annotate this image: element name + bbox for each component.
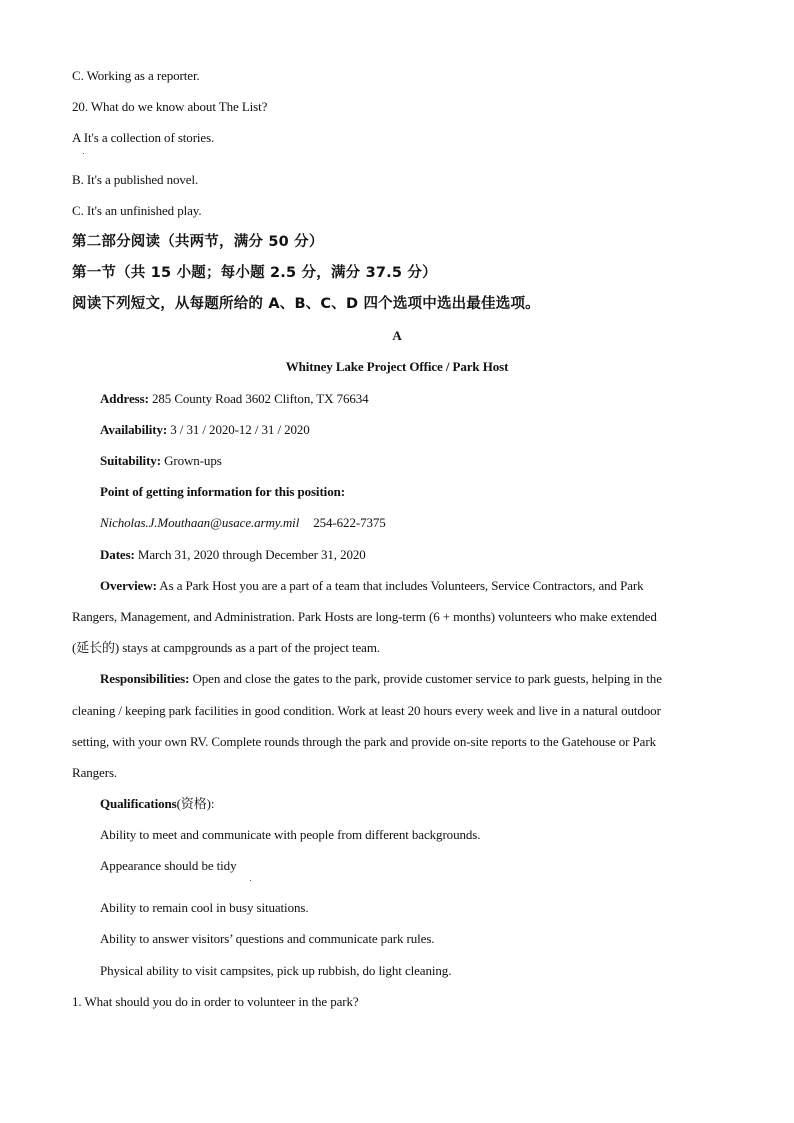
qualification-item: Physical ability to visit campsites, pick up rubbish, do light cleaning. (100, 963, 452, 978)
q19-option-c: C. Working as a reporter. (72, 68, 200, 83)
qualification-item: Ability to remain cool in busy situations. (100, 900, 309, 915)
responsibilities-label: Responsibilities: (100, 671, 190, 686)
overview-text-1: As a Park Host you are a part of a team that includes Volunteers, Service Contractors, and Park (156, 578, 644, 593)
overview-label: Overview: (100, 578, 157, 593)
qualifications-heading (100, 796, 214, 812)
contact-line (100, 515, 386, 531)
q20-option-c: C. It's an unfinished play. (72, 203, 202, 218)
instruction: 阅读下列短文，从每题所给的 A、B、C、D 四个选项中选出最佳选项。 (72, 296, 540, 312)
contact-email: Nicholas.J.Mouthaan@usace.army.mil (100, 515, 300, 530)
responsibilities-line-3: setting, with your own RV. Complete rounds through the park and provide on-site reports to the Gatehouse or Park (72, 734, 656, 749)
availability-line (100, 422, 310, 438)
availability-value: 3 / 31 / 2020-12 / 31 / 2020 (167, 422, 310, 437)
suitability-line (100, 453, 222, 469)
stray-dot (83, 153, 84, 154)
passage-letter: A (392, 328, 402, 343)
dates-value: March 31, 2020 through December 31, 2020 (134, 547, 366, 562)
overview-line-2: Rangers, Management, and Administration. Park Hosts are long-term (6 + months) volunteers who make extended (72, 609, 657, 624)
availability-label: Availability: (100, 422, 168, 437)
responsibilities-line-4: Rangers. (72, 765, 118, 780)
address-label: Address: (100, 391, 149, 406)
contact-phone: 254-622-7375 (313, 515, 386, 530)
contact-label: Point of getting information for this position: (100, 484, 345, 499)
stray-dot (250, 880, 251, 881)
address-value: 285 County Road 3602 Clifton, TX 76634 (148, 391, 369, 406)
qualification-item: Ability to answer visitors’ questions and communicate park rules. (100, 931, 435, 946)
qualification-item: Appearance should be tidy (100, 858, 237, 873)
section-subtitle: 第一节（共 15 小题；每小题 2.5 分，满分 37.5 分） (72, 265, 437, 281)
qualification-item: Ability to meet and communicate with people from different backgrounds. (100, 827, 481, 842)
address-line (100, 391, 369, 407)
qualifications-note: (资格): (176, 796, 215, 811)
overview-line-3: (延长的) stays at campgrounds as a part of the project team. (72, 640, 381, 655)
q20-question: 20. What do we know about The List? (72, 99, 268, 114)
suitability-label: Suitability: (100, 453, 161, 468)
dates-label: Dates: (100, 547, 135, 562)
responsibilities-line-1 (100, 671, 662, 687)
q20-option-a: A It's a collection of stories. (72, 130, 215, 145)
responsibilities-line-2: cleaning / keeping park facilities in good condition. Work at least 20 hours every week and live in a natural outdoor (72, 703, 661, 718)
responsibilities-text-1: Open and close the gates to the park, provide customer service to park guests, helping in the (189, 671, 662, 686)
qualifications-label: Qualifications (100, 796, 177, 811)
part-title: 第二部分阅读（共两节，满分 50 分） (72, 234, 324, 250)
passage-title: Whitney Lake Project Office / Park Host (285, 359, 509, 374)
dates-line (100, 547, 366, 563)
suitability-value: Grown-ups (160, 453, 222, 468)
q20-option-b: B. It's a published novel. (72, 172, 199, 187)
overview-line-1 (100, 578, 644, 594)
q1-question: 1. What should you do in order to volunteer in the park? (72, 994, 359, 1009)
